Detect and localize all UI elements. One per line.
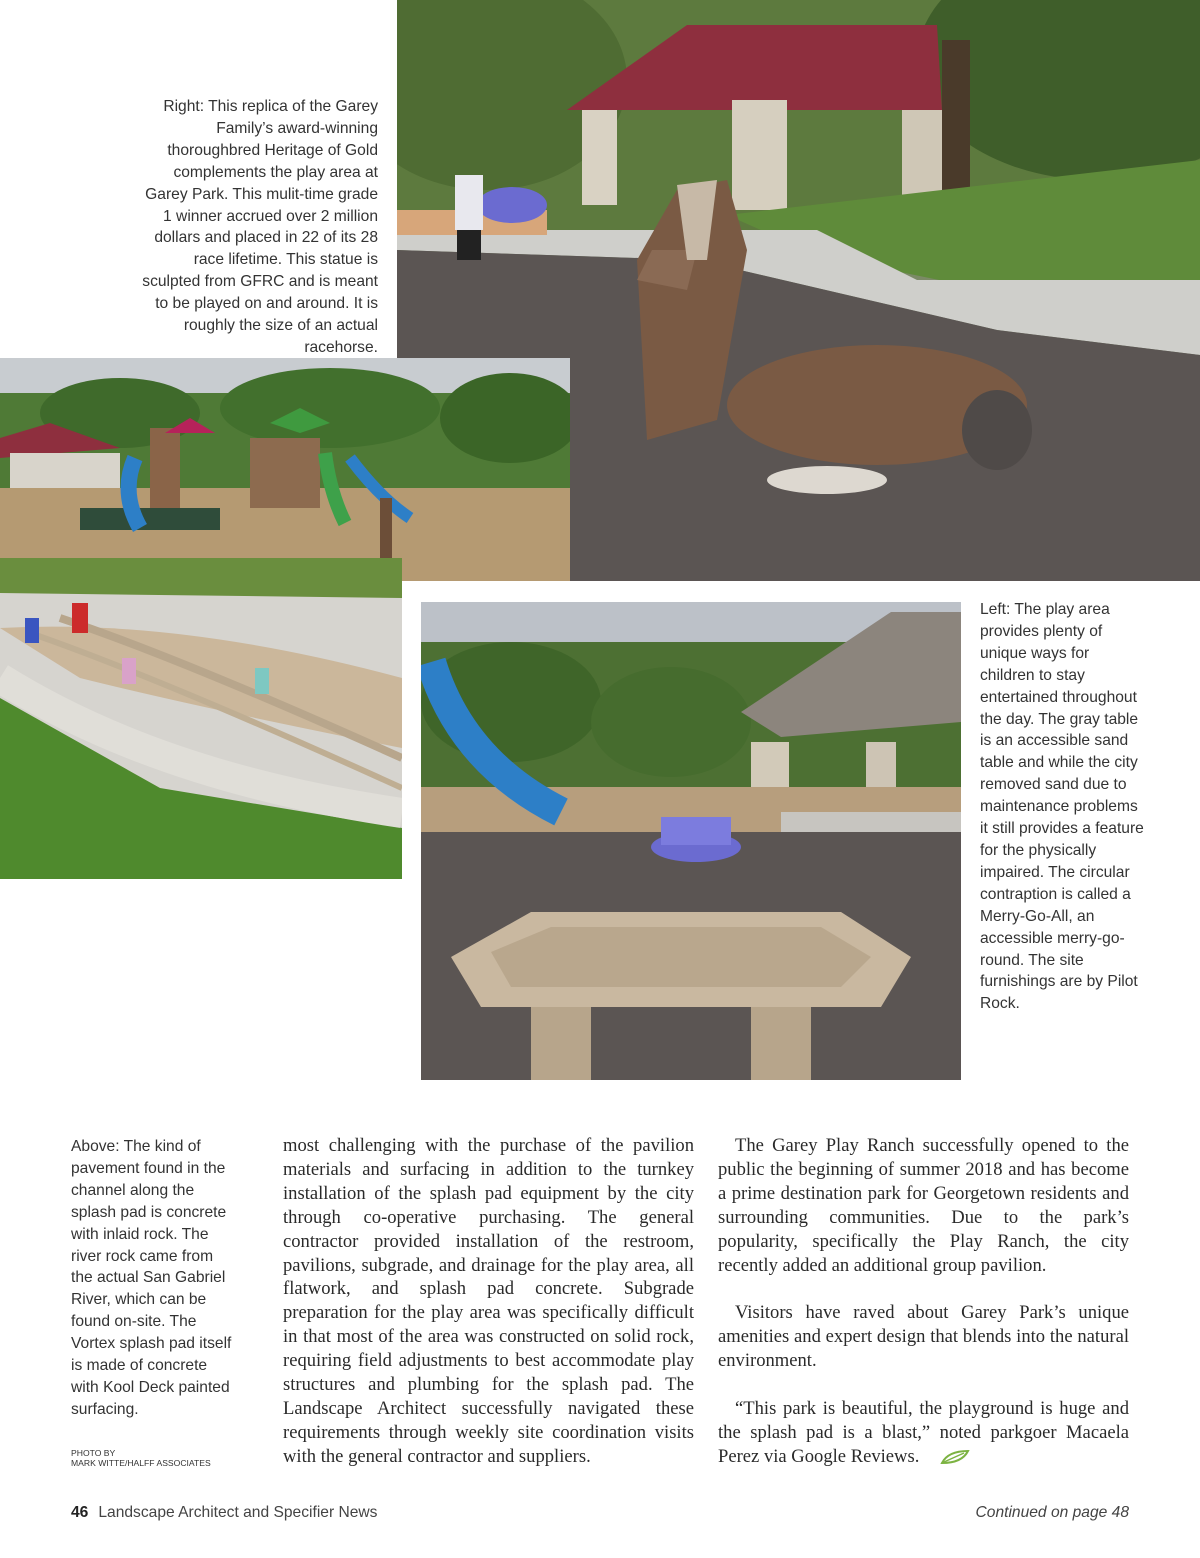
photo-credit-label: PHOTO BY — [71, 1448, 116, 1458]
page-number: 46 — [71, 1504, 89, 1521]
splash-pad-photo — [0, 558, 402, 879]
article-paragraph: The Garey Play Ranch successfully opened to the public the beginning of summer 2018 and has become a prime destination park for Georgetown residents and surrounding communities. Due to the park’s popularity, specifically the Play Ranch, the city recently added an additional group pavilion. — [718, 1135, 1129, 1276]
caption-splash-pad: Above: The kind of pavement found in the channel along the splash pad is concrete with inlaid rock. The river rock came from the actual San Gabriel River, which can be found on-site. The Vortex splash pad itself is made of concrete with Kool Deck painted surfacing. — [71, 1138, 232, 1418]
play-area-sand-table-photo — [421, 602, 961, 1080]
article-column-2 — [283, 1134, 694, 1469]
photo-credit — [71, 1448, 251, 1468]
closing-quote-text: “This park is beautiful, the playground is huge and the splash pad is a blast,” noted parkgoer Macaela Perez via Google Reviews. — [718, 1397, 1129, 1467]
publication-name: Landscape Architect and Specifier News — [98, 1504, 378, 1521]
playground-overview-photo — [0, 358, 570, 581]
caption-play-area: Left: The play area provides plenty of unique ways for children to stay entertained throughout the day. The gray table is an accessible sand table and while the city removed sand due to maintenance problems it still provides a feature for the physically impaired. The circular contraption is called a Merry-Go-All, an accessible merry-go-round. The site furnishings are by Pilot Rock. — [980, 601, 1144, 1013]
page-footer-left — [71, 1504, 377, 1522]
article-paragraph: Visitors have raved about Garey Park’s unique amenities and expert design that blends into the natural environment. — [718, 1302, 1129, 1372]
continued-note: Continued on page 48 — [975, 1504, 1129, 1521]
article-paragraph-final — [718, 1397, 1129, 1472]
article-paragraph: most challenging with the purchase of the pavilion materials and surfacing in addition to the turnkey installation of the splash pad equipment by the city through co-operative purchasing. The general contractor provided installation of the restroom, pavilions, subgrade, and drainage for the play area, all flatwork, and splash pad concrete. Subgrade preparation for the play area was specifically difficult in that most of the area was constructed on solid rock, requiring field adjustments to best accommodate play structures and plumbing for the splash pad. The Landscape Architect successfully navigated these requirements through weekly site coordination visits with the general contractor and suppliers. — [283, 1135, 694, 1467]
caption-horse-statue: Right: This replica of the Garey Family’s award-winning thoroughbred Heritage of Gold complements the play area at Garey Park. This mulit-time grade 1 winner accrued over 2 million dollars and placed in 22 of its 28 race lifetime. This statue is sculpted from GFRC and is meant to be played on and around. It is roughly the size of an actual racehorse. — [142, 98, 378, 356]
photo-credit-name: MARK WITTE/HALFF ASSOCIATES — [71, 1458, 211, 1468]
leaf-icon — [923, 1448, 970, 1472]
article-column-3 — [718, 1134, 1129, 1472]
